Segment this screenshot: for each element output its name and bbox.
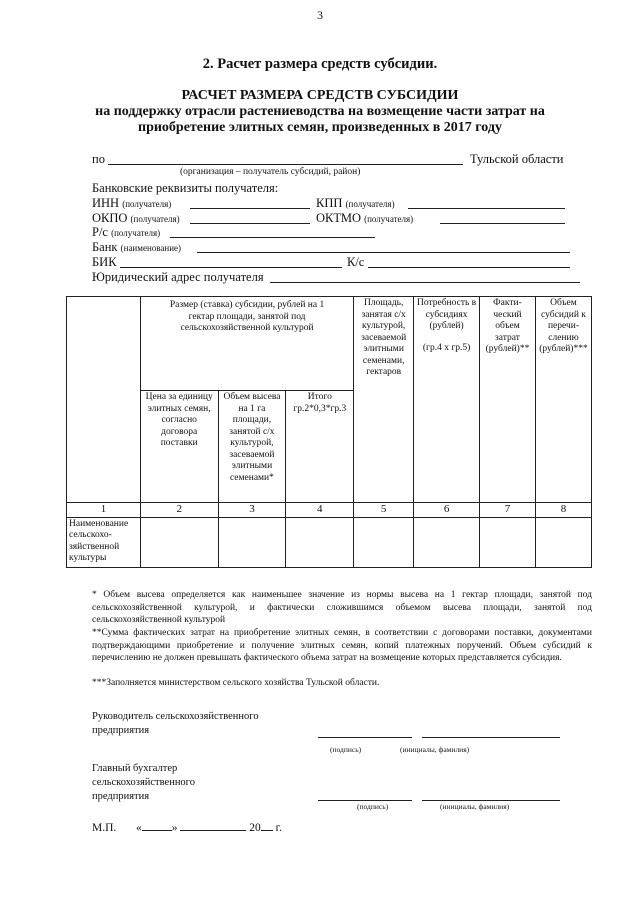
ks-line[interactable] — [368, 267, 570, 268]
price-header: Цена за единицу элитных семян, согласно договора поставки — [140, 391, 218, 503]
rs-label: Р/с (получателя) — [92, 225, 161, 239]
heading-line-2: на поддержку отрасли растениеводства на возмещение части затрат на — [95, 104, 545, 119]
crop-name-label: Наименование сельскохо-зяйственной культуры — [67, 517, 141, 567]
accountant-signature-caption: (подпись) — [357, 802, 389, 811]
page-number: 3 — [317, 8, 323, 22]
total-header: Итого гр.2*0,3*гр.3 — [286, 391, 354, 503]
okpo-line[interactable] — [190, 223, 310, 224]
col-number-8: 8 — [535, 503, 591, 518]
actual-costs-header: Факти-ческий объем затрат (рублей)** — [480, 297, 536, 503]
oktmo-line[interactable] — [440, 223, 565, 224]
bik-line[interactable] — [120, 267, 342, 268]
cell-price[interactable] — [140, 517, 218, 567]
bik-label: БИК — [92, 255, 117, 269]
date-month-line[interactable] — [180, 830, 246, 831]
footnote-3: ***Заполняется министерством сельского хозяйства Тульской области. — [92, 678, 380, 688]
head-name-line[interactable] — [422, 737, 560, 738]
col-number-4: 4 — [286, 503, 354, 518]
footnote-2: **Сумма фактических затрат на приобретение элитных семян, в соответствии с договорами поставки, документами подтверждающими приобретение и получение элитных семян, копий платежных поручений. Объем субсидий к перечислению не должен превышать фактического объема затрат на возмещение которых представляется субсидия. — [92, 628, 592, 663]
area-header: Площадь, занятая с/х культурой, засеваемой элитными семенами, гектаров — [354, 297, 414, 503]
inn-label: ИНН (получателя) — [92, 196, 172, 210]
col-number-2: 2 — [140, 503, 218, 518]
calculation-table — [66, 296, 592, 568]
col-number-7: 7 — [480, 503, 536, 518]
cell-area[interactable] — [354, 517, 414, 567]
section-title: 2. Расчет размера средств субсидии. — [202, 56, 438, 72]
address-label: Юридический адрес получателя — [92, 270, 264, 284]
rate-header: Размер (ставка) субсидии, рублей на 1 гектар площади, занятой под сельскохозяйственной культурой — [140, 297, 353, 391]
volume-header: Объем высева на 1 га площади, занятой с/х культурой, засеваемой элитными семенами* — [218, 391, 286, 503]
bank-details-label: Банковские реквизиты получателя: — [92, 181, 279, 195]
inn-line[interactable] — [190, 208, 310, 209]
kpp-line[interactable] — [408, 208, 565, 209]
okpo-label: ОКПО (получателя) — [92, 211, 180, 225]
cell-total[interactable] — [286, 517, 354, 567]
stamp-date-row: М.П. « » 20 г. — [92, 822, 282, 834]
cell-transfer[interactable] — [535, 517, 591, 567]
head-title: Руководитель сельскохозяйственного предприятия — [92, 711, 259, 736]
transfer-header: Объем субсидий к перечи-слению (рублей)*** — [535, 297, 591, 503]
accountant-name-line[interactable] — [422, 800, 560, 801]
need-header: Потребность в субсидиях (рублей) (гр.4 х гр.5) — [414, 297, 480, 503]
accountant-title: Главный бухгалтер сельскохозяйственного предприятия — [92, 763, 195, 802]
cell-need[interactable] — [414, 517, 480, 567]
col-number-5: 5 — [354, 503, 414, 518]
date-day-line[interactable] — [142, 830, 172, 831]
date-year-line[interactable] — [261, 830, 273, 831]
po-label: по — [92, 152, 105, 166]
organization-line[interactable] — [108, 164, 463, 165]
accountant-name-caption: (инициалы, фамилия) — [440, 802, 510, 811]
head-name-caption: (инициалы, фамилия) — [400, 745, 470, 754]
organization-caption: (организация – получатель субсидий, район) — [180, 167, 361, 177]
header-blank-cell — [67, 297, 141, 503]
accountant-signature-line[interactable] — [318, 800, 412, 801]
kpp-label: КПП (получателя) — [316, 196, 395, 210]
head-signature-line[interactable] — [318, 737, 412, 738]
col-number-1: 1 — [67, 503, 141, 518]
bank-label: Банк (наименование) — [92, 240, 182, 254]
stamp-label: М.П. — [92, 822, 117, 834]
heading-line-1: РАСЧЕТ РАЗМЕРА СРЕДСТВ СУБСИДИИ — [181, 88, 459, 103]
head-signature-caption: (подпись) — [330, 745, 362, 754]
heading-line-3: приобретение элитных семян, произведенных в 2017 году — [138, 120, 502, 135]
col-number-3: 3 — [218, 503, 286, 518]
cell-volume[interactable] — [218, 517, 286, 567]
cell-actual[interactable] — [480, 517, 536, 567]
ks-label: К/с — [347, 255, 365, 269]
bank-line[interactable] — [197, 252, 570, 253]
footnote-1: * Объем высева определяется как наименьшее значение из нормы высева на 1 гектар площади, занятой под сельскохозяйственной культурой, и фактически сложившимся объемом высева площади, занятой под сельскохозяйственной культурой — [92, 590, 592, 625]
rs-line[interactable] — [170, 237, 375, 238]
oktmo-label: ОКТМО (получателя) — [316, 211, 414, 225]
region-label: Тульской области — [470, 152, 564, 166]
col-number-6: 6 — [414, 503, 480, 518]
address-line[interactable] — [270, 282, 580, 283]
